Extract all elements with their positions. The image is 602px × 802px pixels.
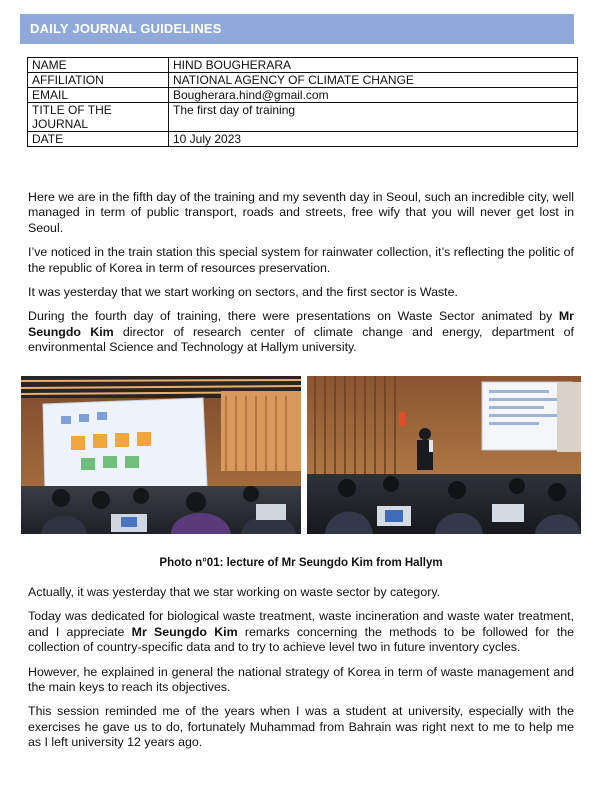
date-label: DATE [28,132,169,147]
header-bar [20,14,574,44]
speaker-name: Mr Seungdo Kim [131,624,238,639]
table-row [28,88,578,103]
lecture-photo-right [307,376,581,534]
name-label: NAME [28,58,169,73]
affiliation-label: AFFILIATION [28,73,169,88]
table-row [28,73,578,88]
table-row [28,103,578,132]
email-label: EMAIL [28,88,169,103]
text-run: Today was dedicated for biological waste treatment, waste incineration and waste water treatment, and I appreciate [28,609,574,639]
photo-gallery [21,376,581,536]
paragraph [28,309,574,355]
journal-title-label: TITLE OF THE JOURNAL [28,103,169,132]
paragraph: It was yesterday that we start working on sectors, and the first sector is Waste. [28,285,458,300]
text-run: director of research center of climate change and energy, department of environmental Science and Technology at Hallym university. [28,324,574,355]
table-row [28,132,578,147]
photo-caption: Photo n°01: lecture of Mr Seungdo Kim from Hallym [159,557,443,569]
text-run: remarks concerning the methods to be followed for the collection of country-specific data and to try to achieve level two in future inventory cycles. [28,624,574,655]
speaker-name: Mr Seungdo Kim [28,309,574,339]
paragraph: Here we are in the fifth day of the training and my seventh day in Seoul, such an incredible city, well managed in term of public transport, roads and streets, free wify that you will never get lost in Seoul. [28,190,574,235]
email-value: Bougherara.hind@gmail.com [169,88,578,103]
journal-title-value: The first day of training [169,103,578,132]
body-text-top [28,190,574,365]
paragraph: Actually, it was yesterday that we star working on waste sector by category. [28,585,441,599]
paragraph: I’ve noticed in the train station this special system for rainwater collection, it’s reflecting the politic of the republic of Korea in term of resources preservation. [28,245,574,275]
page-title: DAILY JOURNAL GUIDELINES [30,21,222,36]
lecture-photo-left [21,376,301,534]
paragraph: This session reminded me of the years when I was a student at university, especially with the exercises he gave us to do, fortunately Muhammad from Bahrain was right next to me to help me as I left university 12 years ago. [28,704,574,750]
text-run: During the fourth day of training, there were presentations on Waste Sector animated by [28,309,559,324]
name-value: HIND BOUGHERARA [169,58,578,73]
body-text-bottom [28,585,574,760]
affiliation-value: NATIONAL AGENCY OF CLIMATE CHANGE [169,73,578,88]
date-value: 10 July 2023 [169,132,578,147]
paragraph [28,609,574,655]
info-table [27,57,578,147]
paragraph: However, he explained in general the national strategy of Korea in term of waste management and the main keys to reach its objectives. [28,664,574,695]
table-row [28,58,578,73]
